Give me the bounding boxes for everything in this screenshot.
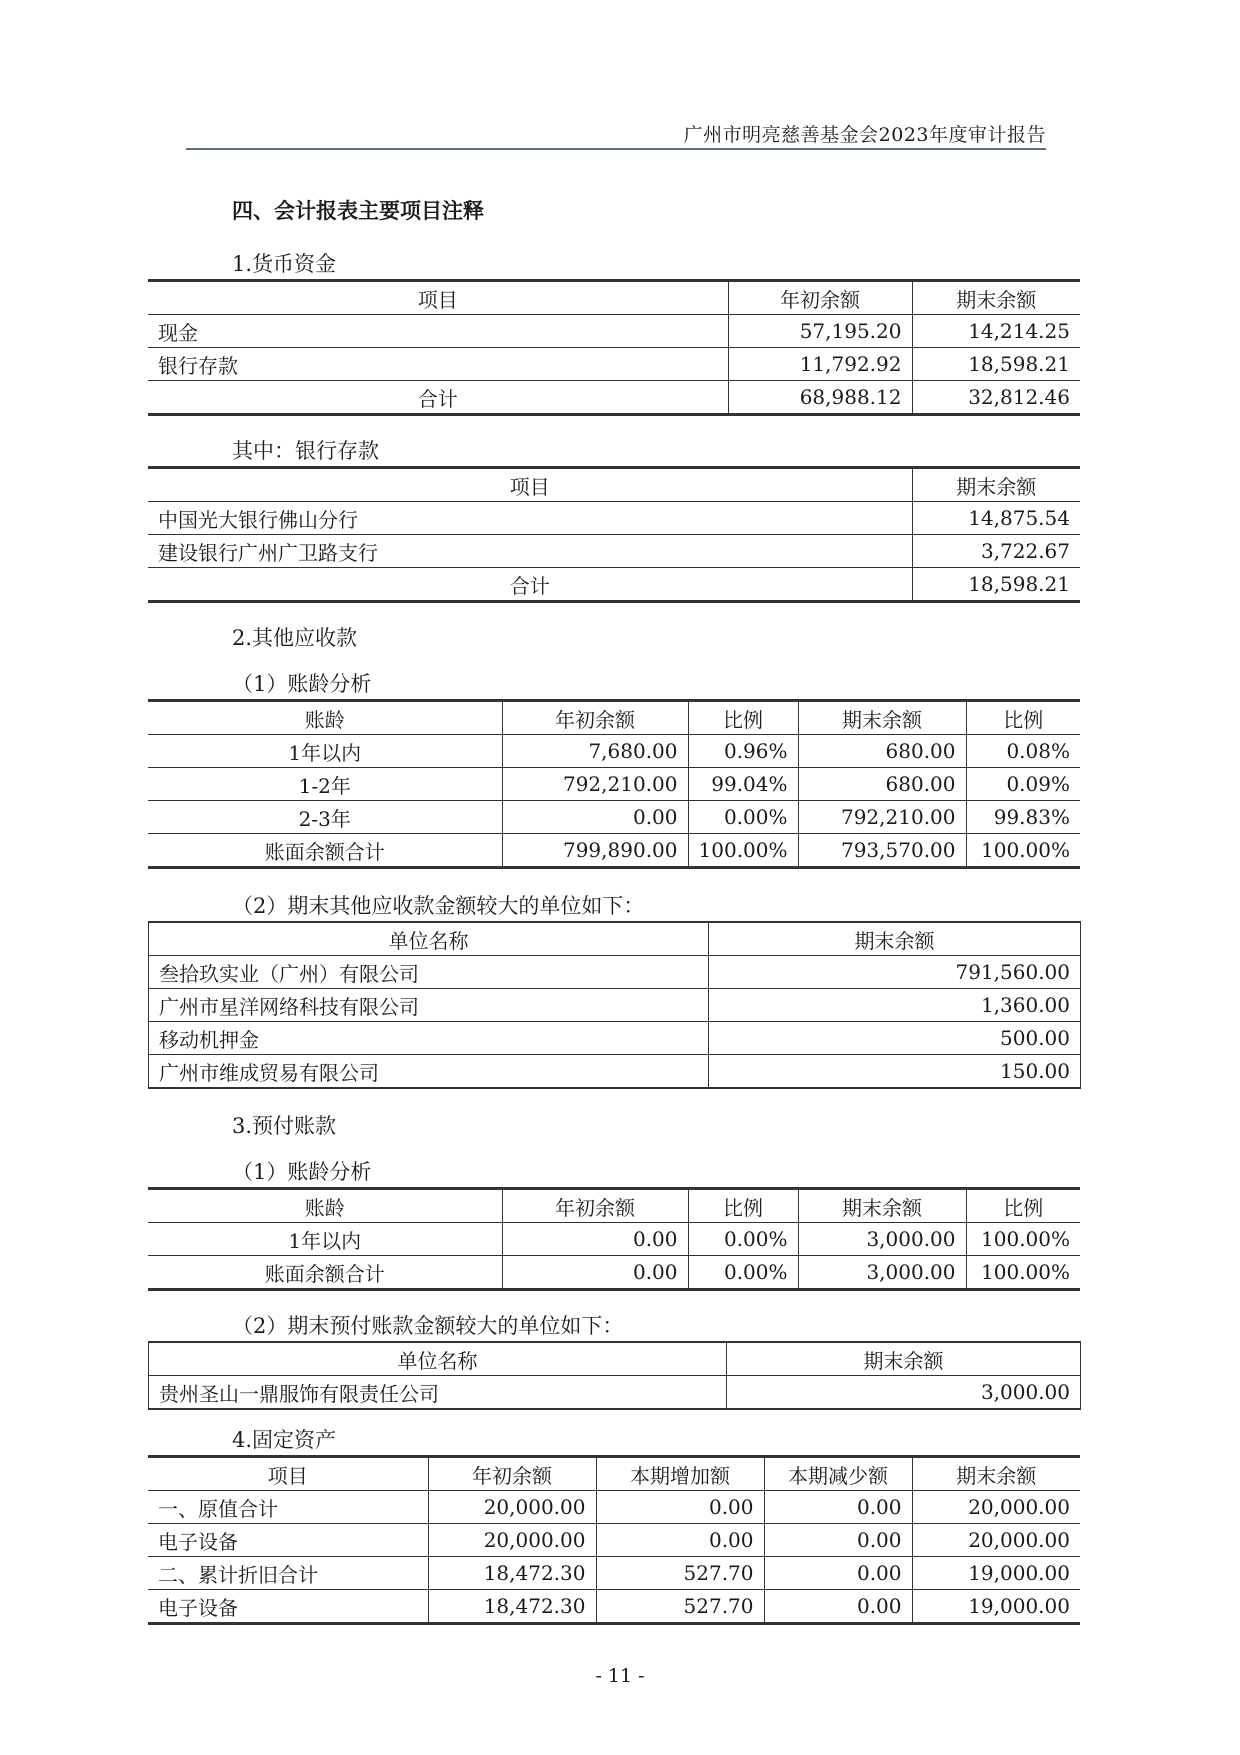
cell: 账面余额合计 [148,834,502,868]
column-header: 单位名称 [149,922,709,956]
cell: 0.00 [596,1524,764,1557]
column-header: 期末余额 [709,922,1081,956]
cell: 32,812.46 [912,381,1080,415]
other-receivables-major-heading: （2）期末其他应收款金额较大的单位如下： [232,894,645,918]
cell: 银行存款 [148,348,728,381]
table-row [148,801,1080,834]
table-row [148,1557,1080,1590]
cell: 57,195.20 [728,315,912,348]
cell: 527.70 [596,1557,764,1590]
cell: 3,000.00 [798,1223,966,1256]
column-header: 本期增加额 [596,1457,764,1491]
table-header-row [149,922,1081,956]
table-header-row [148,468,1080,502]
bank-heading: 其中：银行存款 [232,439,379,463]
cell: 20,000.00 [912,1524,1080,1557]
table-row [149,1055,1081,1089]
table-header-row [148,701,1080,735]
table-row [148,768,1080,801]
cell: 7,680.00 [502,735,688,768]
table-row [148,502,1080,535]
column-header: 年初余额 [502,1189,688,1223]
cell: 一、原值合计 [148,1491,428,1524]
cell: 527.70 [596,1590,764,1624]
cell: 18,598.21 [912,348,1080,381]
prepayments-heading: 3.预付账款 [232,1114,337,1138]
cell: 电子设备 [148,1590,428,1624]
cell: 0.00 [764,1557,912,1590]
table-row [148,315,1080,348]
report-header-title: 广州市明亮慈善基金会2023年度审计报告 [683,124,1046,146]
column-header: 期末余额 [912,468,1080,502]
cell: 18,472.30 [428,1590,596,1624]
column-header: 比例 [966,1189,1080,1223]
column-header: 期末余额 [798,1189,966,1223]
column-header: 本期减少额 [764,1457,912,1491]
cell: 799,890.00 [502,834,688,868]
column-header: 期末余额 [912,281,1080,315]
cell: 68,988.12 [728,381,912,415]
fixed-assets-heading: 4.固定资产 [232,1428,337,1452]
cell: 3,000.00 [727,1376,1081,1410]
table-row [148,1590,1080,1624]
cell: 广州市星洋网络科技有限公司 [149,989,709,1022]
cell: 电子设备 [148,1524,428,1557]
cell: 19,000.00 [912,1590,1080,1624]
cell: 14,875.54 [912,502,1080,535]
table-row [148,1524,1080,1557]
cell: 14,214.25 [912,315,1080,348]
column-header: 比例 [966,701,1080,735]
cell: 二、累计折旧合计 [148,1557,428,1590]
table-row [149,956,1081,989]
column-header: 比例 [688,1189,798,1223]
cell: 500.00 [709,1022,1081,1055]
table-row [148,348,1080,381]
cell: 100.00% [966,1256,1080,1290]
cell: 3,000.00 [798,1256,966,1290]
column-header: 单位名称 [149,1342,727,1376]
cell: 0.00% [688,1223,798,1256]
column-header: 年初余额 [428,1457,596,1491]
cell: 680.00 [798,735,966,768]
cell: 贵州圣山一鼎服饰有限责任公司 [149,1376,727,1410]
column-header: 项目 [148,468,912,502]
table-row [148,1223,1080,1256]
cell: 0.00 [502,1256,688,1290]
cell: 0.08% [966,735,1080,768]
cell: 广州市维成贸易有限公司 [149,1055,709,1089]
column-header: 比例 [688,701,798,735]
other-receivables-aging-heading: （1）账龄分析 [232,672,372,696]
report-header [186,116,1046,150]
cell: 20,000.00 [428,1491,596,1524]
cell: 1年以内 [148,735,502,768]
table-total-row [148,381,1080,415]
cell: 11,792.92 [728,348,912,381]
cell: 0.00 [764,1491,912,1524]
cell: 791,560.00 [709,956,1081,989]
cell: 18,598.21 [912,568,1080,602]
cell: 账面余额合计 [148,1256,502,1290]
cell: 1-2年 [148,768,502,801]
table-total-row [148,1256,1080,1290]
cash-heading: 1.货币资金 [232,252,337,276]
cell: 3,722.67 [912,535,1080,568]
cell: 792,210.00 [502,768,688,801]
cell: 792,210.00 [798,801,966,834]
header-rule [186,148,1046,150]
cell: 20,000.00 [912,1491,1080,1524]
cell: 中国光大银行佛山分行 [148,502,912,535]
cell: 合计 [148,381,728,415]
cell: 793,570.00 [798,834,966,868]
other-receivables-aging-table [148,699,1080,869]
table-total-row [148,568,1080,602]
column-header: 项目 [148,281,728,315]
table-header-row [148,281,1080,315]
fixed-assets-table [148,1455,1080,1625]
column-header: 账龄 [148,701,502,735]
cell: 19,000.00 [912,1557,1080,1590]
cell: 0.09% [966,768,1080,801]
cell: 99.04% [688,768,798,801]
column-header: 期末余额 [912,1457,1080,1491]
cell: 680.00 [798,768,966,801]
table-row [148,535,1080,568]
table-total-row [148,834,1080,868]
column-header: 年初余额 [502,701,688,735]
other-receivables-major-table [148,921,1081,1089]
cell: 100.00% [688,834,798,868]
cell: 1,360.00 [709,989,1081,1022]
cell: 0.96% [688,735,798,768]
page-number: - 11 - [595,1665,645,1687]
table-row [149,1376,1081,1410]
table-row [148,735,1080,768]
other-receivables-heading: 2.其他应收款 [232,626,358,650]
prepayments-aging-heading: （1）账龄分析 [232,1160,372,1184]
prepayments-major-table [148,1341,1081,1410]
section-title: 四、会计报表主要项目注释 [232,198,484,223]
table-row [148,1491,1080,1524]
column-header: 年初余额 [728,281,912,315]
cell: 0.00 [764,1590,912,1624]
cell: 99.83% [966,801,1080,834]
cell: 150.00 [709,1055,1081,1089]
cell: 0.00 [596,1491,764,1524]
bank-table [148,466,1080,603]
column-header: 期末余额 [798,701,966,735]
cell: 0.00 [502,1223,688,1256]
cell: 0.00% [688,1256,798,1290]
cell: 18,472.30 [428,1557,596,1590]
table-row [149,1022,1081,1055]
cell: 合计 [148,568,912,602]
table-header-row [148,1189,1080,1223]
cell: 1年以内 [148,1223,502,1256]
cell: 移动机押金 [149,1022,709,1055]
column-header: 账龄 [148,1189,502,1223]
cell: 0.00 [764,1524,912,1557]
cell: 叁拾玖实业（广州）有限公司 [149,956,709,989]
cell: 100.00% [966,1223,1080,1256]
table-row [149,989,1081,1022]
cell: 0.00% [688,801,798,834]
prepayments-major-heading: （2）期末预付账款金额较大的单位如下： [232,1314,624,1338]
table-header-row [149,1342,1081,1376]
prepayments-aging-table [148,1187,1080,1291]
column-header: 期末余额 [727,1342,1081,1376]
cell: 100.00% [966,834,1080,868]
cell: 0.00 [502,801,688,834]
cell: 建设银行广州广卫路支行 [148,535,912,568]
cash-table [148,279,1080,416]
table-header-row [148,1457,1080,1491]
cell: 20,000.00 [428,1524,596,1557]
column-header: 项目 [148,1457,428,1491]
cell: 现金 [148,315,728,348]
cell: 2-3年 [148,801,502,834]
